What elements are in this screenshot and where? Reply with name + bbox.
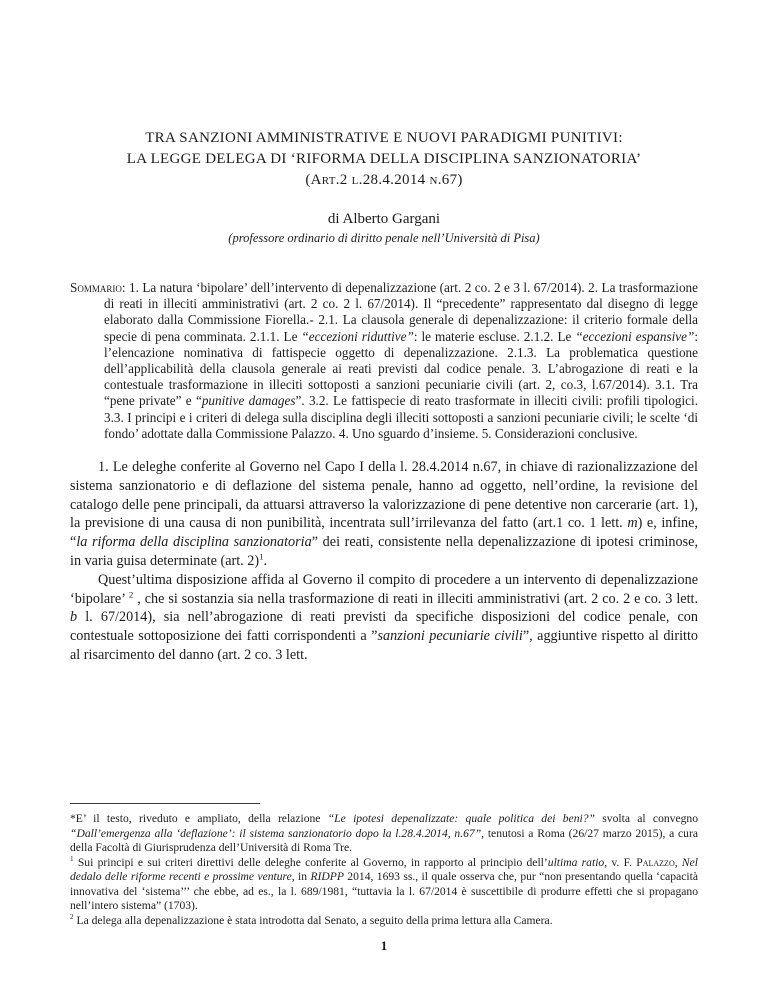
paper-title: [70, 128, 698, 191]
author-byline: di Alberto Gargani: [327, 211, 441, 227]
page-number: 1: [380, 938, 388, 953]
title-line-3: (Art.2 l.28.4.2014 n.67): [305, 172, 463, 188]
body-text: [70, 458, 698, 665]
footnote-separator-rule: [70, 803, 260, 804]
title-line-2: LA LEGGE DELEGA DI ‘RIFORMA DELLA DISCIPLINA SANZIONATORIA’: [126, 151, 642, 167]
footnote-star: *E’ il testo, riveduto e ampliato, della relazione “Le ipotesi depenalizzate: quale politica dei beni?” svolta al convegno “Dall’emergenza alla ‘deflazione’: il sistema sanzionatorio dopo la l.28.4.2014, n.67”, tenutosi a Roma (26/27 marzo 2015), a cura della Facoltà di Giurisprudenza dell’Università di Roma Tre.: [70, 812, 698, 854]
summary-paragraph: Sommario: 1. La natura ‘bipolare’ dell’intervento di depenalizzazione (art. 2 co. 2 e 3 l. 67/2014). 2. La trasformazione di reati in illeciti amministrativi (art. 2 co. 2 l. 67/2014). Il “precedente” rappresentato dal disegno di legge elaborato dalla Commissione Fiorella.- 2.1. La clausola generale di depenalizzazione: il criterio formale della specie di pena comminata. 2.1.1. Le “eccezioni riduttive”: le materie escluse. 2.1.2. Le “eccezioni espansive”: l’elencazione nominativa di fattispecie oggetto di depenalizzazione. 2.1.3. La problematica questione dell’applicabilità della clausola generale ai reati previsti dal codice penale. 3. L’abrogazione di reati e la contestuale trasformazione in illeciti sottoposti a sanzioni pecuniarie civili (art. 2, co.3, l.67/2014). 3.1. Tra “pene private” e “punitive damages”. 3.2. Le fattispecie di reato trasformate in illeciti civili: profili tipologici. 3.3. I principi e i criteri di delega sulla disciplina degli illeciti sottoposti a sanzioni pecuniarie civili; le scelte ‘di fondo’ adottate dalla Commissione Palazzo. 4. Uno sguardo d’insieme. 5. Considerazioni conclusive.: [70, 280, 698, 441]
body-paragraph-1: 1. Le deleghe conferite al Governo nel Capo I della l. 28.4.2014 n.67, in chiave di razionalizzazione del sistema sanzionatorio e di deflazione del sistema penale, hanno ad oggetto, nell’ordine, la revisione del catalogo delle pene principali, da attuarsi attraverso la valorizzazione di pene detentive non carcerarie (art. 1), la previsione di una causa di non punibilità, incentrata sull’irrilevanza del fatto (art.1 co. 1 lett. m) e, infine, “la riforma della disciplina sanzionatoria” dei reati, consistente nella depenalizzazione di ipotesi criminose, in varia guisa determinate (art. 2)$^1$.: [70, 459, 698, 570]
author-affiliation: (professore ordinario di diritto penale nell’Università di Pisa): [228, 231, 540, 245]
footnote-1: $^1$ Sui principi e sui criteri direttivi delle deleghe conferite al Governo, in rapporto al principio dell’ultima ratio, v. F. Palazzo, Nel dedalo delle riforme recenti e prossime venture, in RIDPP 2014, 1693 ss., il quale osserva che, pur “non presentando quella ‘capacità innovativa del ‘sistema’’’ che ebbe, ad es., la l. 689/1981, “tuttavia la l. 67/2014 è suscettibile di produrre effetti che si propagano nell’intero sistema” (1703).: [70, 854, 699, 912]
body-paragraph-2: Quest’ultima disposizione affida al Governo il compito di procedere a un intervento di depenalizzazione ‘bipolare’ $^2$ , che si sostanzia sia nella trasformazione di reati in illeciti amministrativi (art. 2 co. 2 e co. 3 lett. b l. 67/2014), sia nell’abrogazione di reati previsti da specifiche disposizioni del codice penale, con contestuale sottoposizione dei fatti corrispondenti a ”sanzioni pecuniarie civili”, aggiuntive rispetto al diritto al risarcimento del danno (art. 2 co. 3 lett.: [70, 571, 698, 663]
footnote-2: $^2$ La delega alla depenalizzazione è stata introdotta dal Senato, a seguito della prima lettura alla Camera.: [70, 912, 553, 927]
author-block: [70, 211, 698, 246]
footnote-area: [70, 803, 698, 928]
title-line-1: TRA SANZIONI AMMINISTRATIVE E NUOVI PARADIGMI PUNITIVI:: [145, 130, 623, 146]
whitespace-spacer: [70, 665, 698, 803]
